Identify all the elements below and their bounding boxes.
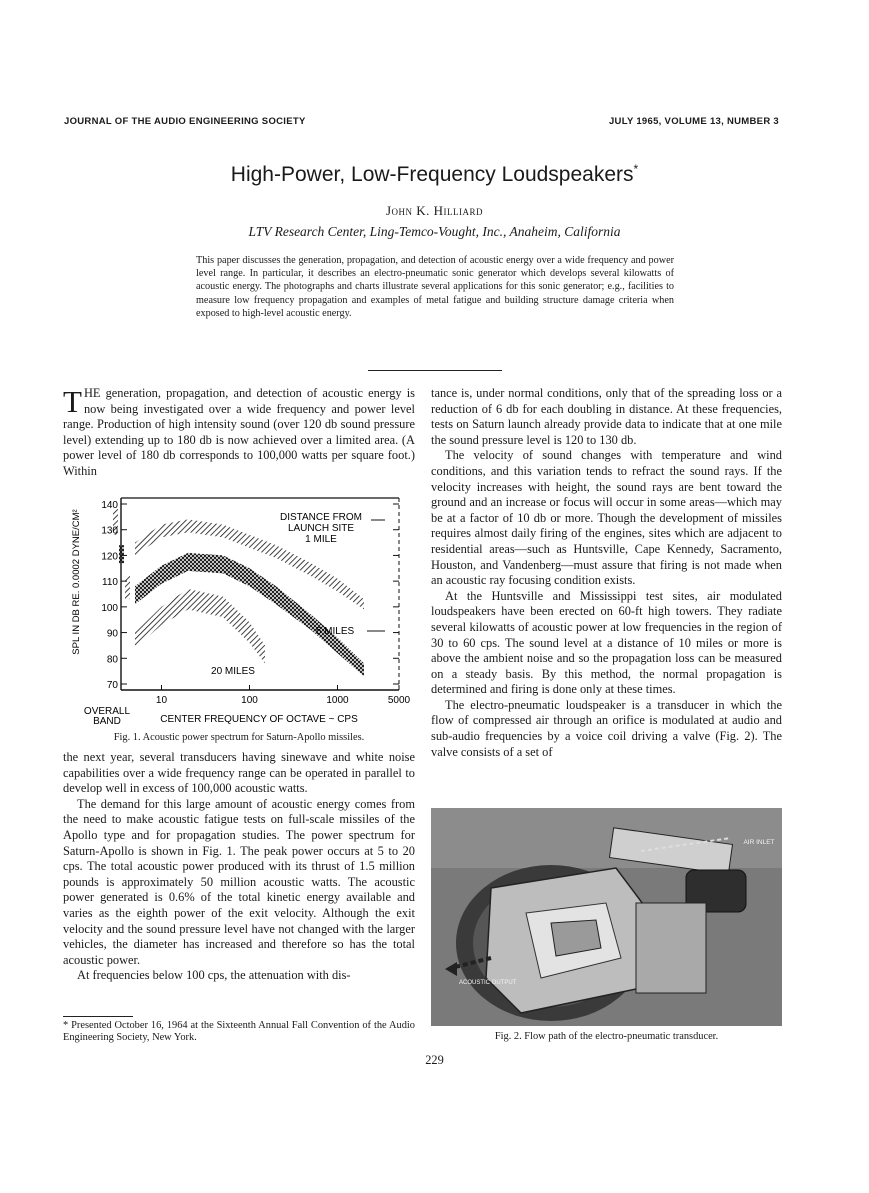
series-label-2: 5 MILES [315, 626, 355, 637]
figure-2-caption: Fig. 2. Flow path of the electro-pneumatic transducer. [494, 1031, 719, 1042]
x-tick-label: 1000 [326, 695, 349, 706]
x-tick-label: 5000 [387, 695, 411, 706]
paragraph: The velocity of sound changes with temperature and wind conditions, and this variation tends to refract the sound rays. If the velocity increases with height, the sound rays are bent toward the ground and an increase or focus will occur in some areas—which may be at a factor of 10 db or more. Though the development of missiles requires almost daily firing of the engines, sites which are adjacent to residential areas—such as Huntsville, Cape Kennedy, Sacramento, Houston, and Vandenberg—must assure that firing is not made when an acoustic ray focusing condition exists. [431, 448, 782, 588]
figure-1 [63, 490, 415, 750]
y-tick-label: 140 [101, 500, 118, 511]
author-affiliation: LTV Research Center, Ling-Temco-Vought, Inc., Anaheim, California [248, 224, 621, 239]
y-tick-label: 110 [102, 577, 118, 589]
series-label-1: DISTANCE FROM [279, 512, 363, 523]
figure-1-caption: Fig. 1. Acoustic power spectrum for Saturn-Apollo missiles. [113, 732, 365, 743]
overall-band-label: OVERALL [83, 706, 131, 717]
paper-title [0, 162, 869, 187]
paragraph: The demand for this large amount of acoustic energy comes from the need to make acoustic fatigue tests on full-scale missiles of the Apollo type and for propagation studies. The power spectrum for Saturn-Apollo is shown in Fig. 1. The peak power occurs at 5 to 20 cps. The total acoustic power produced with its thrust of 1.5 million pounds is approximately 50 million acoustic watts. The acoustic power generated is 0.6% of the total kinetic energy available and varies as the eighth power of the exit velocity. Although the exit velocity and the sound pressure level have not changed with the larger vehicles, the diameter has increased and therefore so has the total acoustic power. [63, 796, 415, 967]
overall-band-bar-3 [125, 576, 130, 599]
x-tick-label: 10 [155, 695, 168, 706]
air-inlet-label: AIR INLET [743, 839, 775, 846]
issue-info: JULY 1965, VOLUME 13, NUMBER 3 [608, 116, 779, 127]
y-tick-label: 130 [101, 525, 118, 537]
transducer-cutaway-illustration [431, 808, 782, 1026]
y-tick-label: 80 [106, 654, 118, 666]
paragraph: At frequencies below 100 cps, the attenuation with dis- [77, 968, 351, 983]
series-label-1: 1 MILE [305, 534, 337, 545]
series-band-3 [135, 589, 265, 664]
section-divider [368, 370, 502, 371]
y-axis-label: SPL IN DB RE. 0.0002 DYNE/CM² [71, 509, 82, 655]
paragraph: tance is, under normal conditions, only that of the spreading loss or a reduction of 6 db for each doubling in distance. At these frequencies, tests on Saturn launch already provide data to indicate that at one mile the sound pressure level is 120 to 130 db. [431, 386, 782, 447]
paragraph: At the Huntsville and Mississippi test sites, air modulated loudspeakers have been erected on 60-ft high towers. They radiate several kilowatts of acoustic power at low frequencies in the region of 30 to 60 cps. The sound level at a distance of 10 miles or more is above the ambient noise and so the propagation loss can be measured on a steady basis. By this method, the normal propagation is determined and firing is done only at these times. [431, 588, 782, 697]
x-tick-label: 100 [241, 695, 258, 706]
abstract: This paper discusses the generation, propagation, and detection of acoustic energy over a wide frequency and power level range. In particular, it describes an electro-pneumatic sonic generator which develops several kilowatts of acoustic energy. The photographs and charts illustrate several applications for this sonic generator; e.g., facilities to measure low frequency propagation and examples of metal fatigue and building structure damage criteria when exposed to high-level acoustic energy. [196, 255, 674, 319]
x-axis-label: CENTER FREQUENCY OF OCTAVE ~ CPS [160, 714, 358, 725]
acoustic-output-label: ACOUSTIC OUTPUT [459, 980, 517, 986]
page-number: 229 [425, 1053, 444, 1067]
paragraph: The electro-pneumatic loudspeaker is a transducer in which the flow of compressed air through an orifice is modulated at audio and sub-audio frequencies by a voice coil driving a valve (Fig. 2). The valve consists of a set of [431, 697, 782, 759]
drop-cap: T [63, 384, 82, 419]
series-label-1: LAUNCH SITE [287, 523, 355, 534]
intro-text: HE generation, propagation, and detection of acoustic energy is now being investigated over a wide frequency and power level range. Production of high intensity sound (over 120 db sound pressure level) extending up to 180 db is now achieved over a limited area. (A power level of 180 db corresponds to 100,000 watts per square foot.) Within [63, 386, 415, 478]
y-tick-label: 70 [106, 680, 118, 691]
power-spectrum-chart [63, 490, 415, 730]
right-column-text [431, 386, 782, 760]
footnote-divider [63, 1016, 133, 1017]
y-tick-label: 120 [101, 551, 118, 563]
y-tick-label: 90 [106, 628, 118, 640]
author-name: John K. Hilliard [385, 203, 484, 218]
paragraph: the next year, several transducers having sinewave and white noise capabilities over a wide frequency range can be operated in parallel to develop well in excess of 100,000 acoustic watts. [63, 750, 415, 796]
overall-band-label-2: BAND [93, 716, 121, 727]
overall-band-bar-2 [119, 545, 124, 563]
journal-name: JOURNAL OF THE AUDIO ENGINEERING SOCIETY [64, 116, 306, 127]
intro-paragraph [63, 386, 415, 480]
left-column-text [63, 750, 415, 984]
series-label-3: 20 MILES [211, 666, 255, 677]
figure-2-photo [431, 808, 782, 1026]
paper-title-text: High-Power, Low-Frequency Loudspeakers [230, 163, 634, 186]
y-tick-label: 100 [101, 602, 118, 614]
title-footnote-mark: * [633, 162, 639, 176]
footnote: * Presented October 16, 1964 at the Sixteenth Annual Fall Convention of the Audio Engineering Society, New York. [63, 1020, 415, 1044]
